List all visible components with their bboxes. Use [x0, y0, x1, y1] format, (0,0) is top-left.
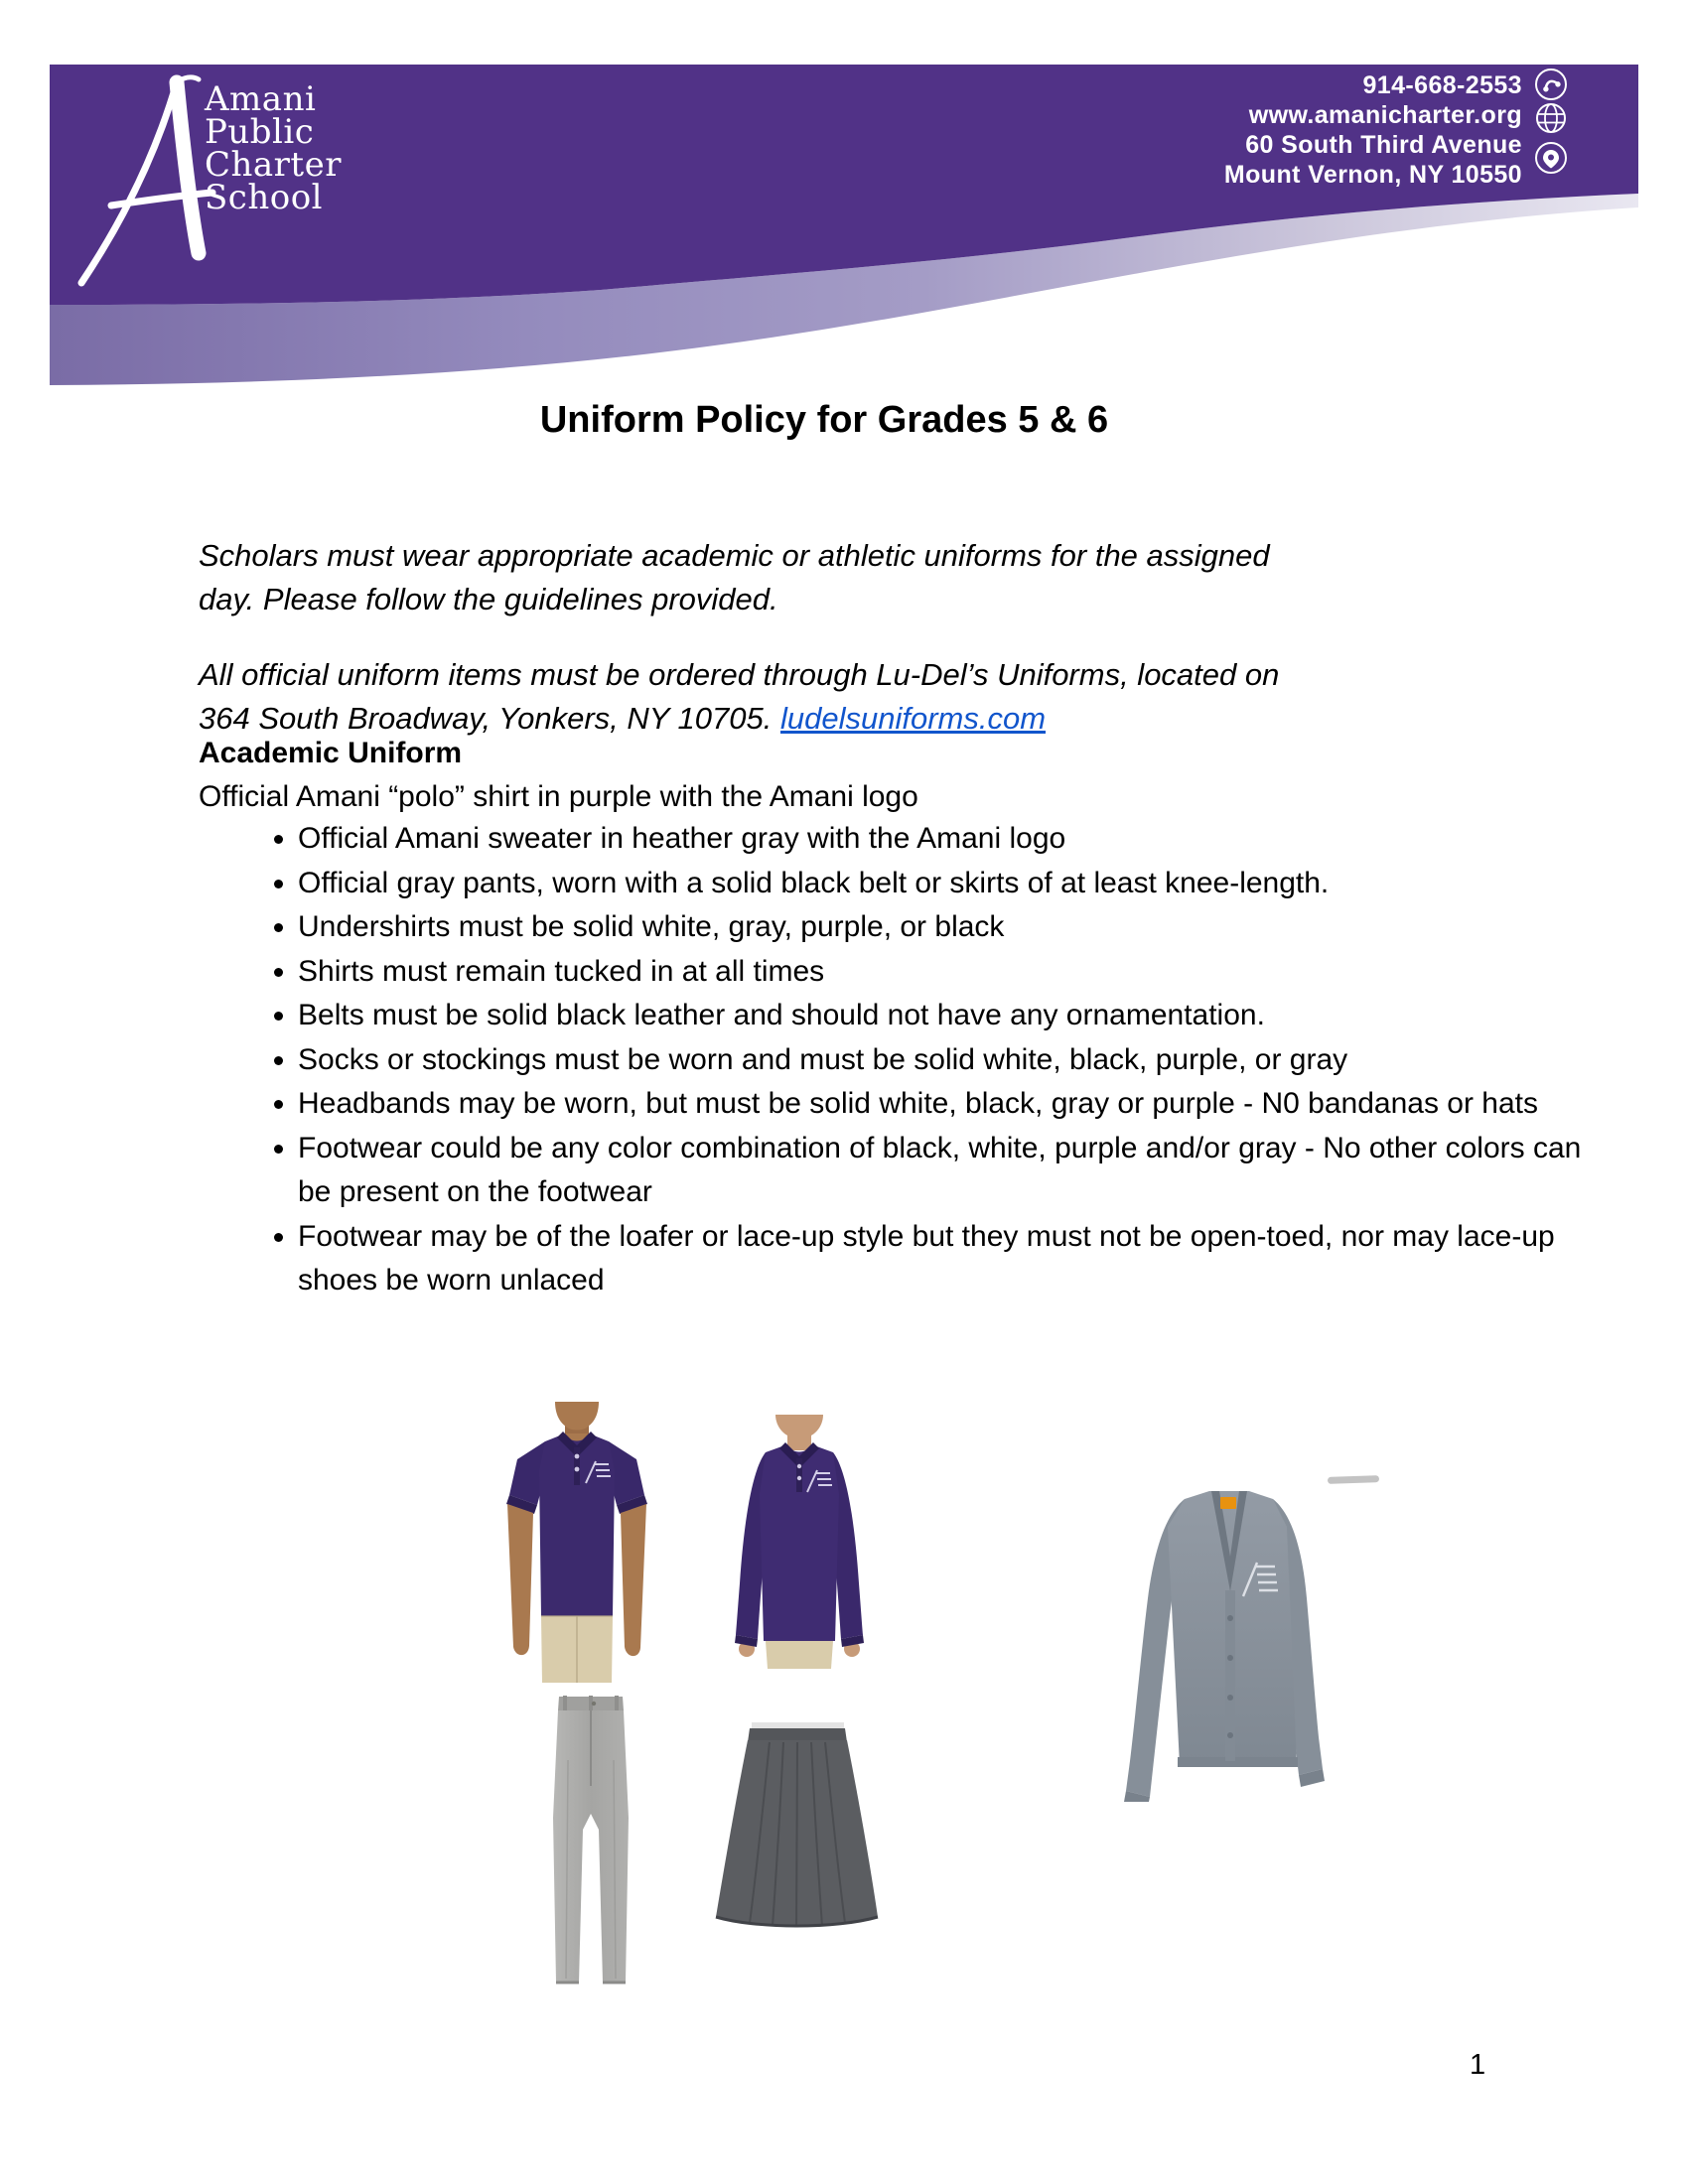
section-intro-line: Official Amani “polo” shirt in purple with the Amani logo: [199, 780, 918, 813]
header-contact: [1026, 70, 1522, 190]
cropped-image-fragment: [1328, 1475, 1379, 1484]
short-sleeve-polo-image: [484, 1402, 670, 1683]
list-item: • Official gray pants, worn with a solid black belt or skirts of at least knee-length.: [298, 862, 1594, 906]
contact-address-line2: Mount Vernon, NY 10550: [1223, 161, 1522, 189]
location-pin-icon: [1534, 141, 1568, 175]
contact-address-line1: 60 South Third Avenue: [1245, 131, 1522, 159]
page-number: 1: [1470, 2049, 1486, 2081]
globe-icon: [1534, 101, 1568, 135]
list-item: • Footwear could be any color combination of black, white, purple and/or gray - No other colors can be present on the footwear: [298, 1127, 1594, 1215]
list-item: • Socks or stockings must be worn and must be solid white, black, purple, or gray: [298, 1038, 1594, 1083]
list-item: • Undershirts must be solid white, gray, purple, or black: [298, 905, 1594, 950]
intro-line-2: day. Please follow the guidelines provided.: [199, 582, 778, 616]
phone-icon: [1534, 68, 1568, 101]
list-item: • Headbands may be worn, but must be solid white, black, gray or purple - N0 bandanas or hats: [298, 1082, 1594, 1127]
long-sleeve-polo-image: [700, 1415, 899, 1678]
contact-phone: 914-668-2553: [1362, 71, 1522, 99]
section-heading-academic-uniform: Academic Uniform: [199, 737, 463, 769]
gray-skirt-image: [702, 1722, 892, 1944]
cardigan-sweater-image: [1092, 1467, 1365, 1802]
amani-logo-text: [205, 79, 342, 217]
intro-line-1: Scholars must wear appropriate academic or athletic uniforms for the assigned: [199, 538, 1270, 573]
ordering-paragraph: [199, 653, 1509, 741]
academic-uniform-list: [199, 817, 1594, 1303]
logo-line: Amani: [205, 79, 317, 119]
intro-paragraph: [199, 534, 1509, 621]
logo-line: Charter: [205, 145, 342, 185]
list-item: • Shirts must remain tucked in at all times: [298, 950, 1594, 995]
list-item: • Belts must be solid black leather and should not have any ornamentation.: [298, 994, 1594, 1038]
ludelsuniforms-link[interactable]: ludelsuniforms.com: [779, 701, 1047, 736]
gray-pants-image: [542, 1691, 639, 1988]
list-item: • Official Amani sweater in heather gray with the Amani logo: [298, 817, 1594, 862]
logo-line: School: [205, 178, 324, 217]
contact-website: www.amanicharter.org: [1248, 101, 1522, 129]
ordering-line-1: All official uniform items must be ordered through Lu-Del’s Uniforms, located on: [199, 657, 1280, 692]
list-item: • Footwear may be of the loafer or lace-up style but they must not be open-toed, nor may lace-up shoes be worn unlaced: [298, 1215, 1594, 1303]
ordering-line-2: 364 South Broadway, Yonkers, NY 10705.: [199, 701, 780, 736]
logo-line: Public: [205, 112, 315, 152]
page-title: Uniform Policy for Grades 5 & 6: [539, 399, 1109, 441]
